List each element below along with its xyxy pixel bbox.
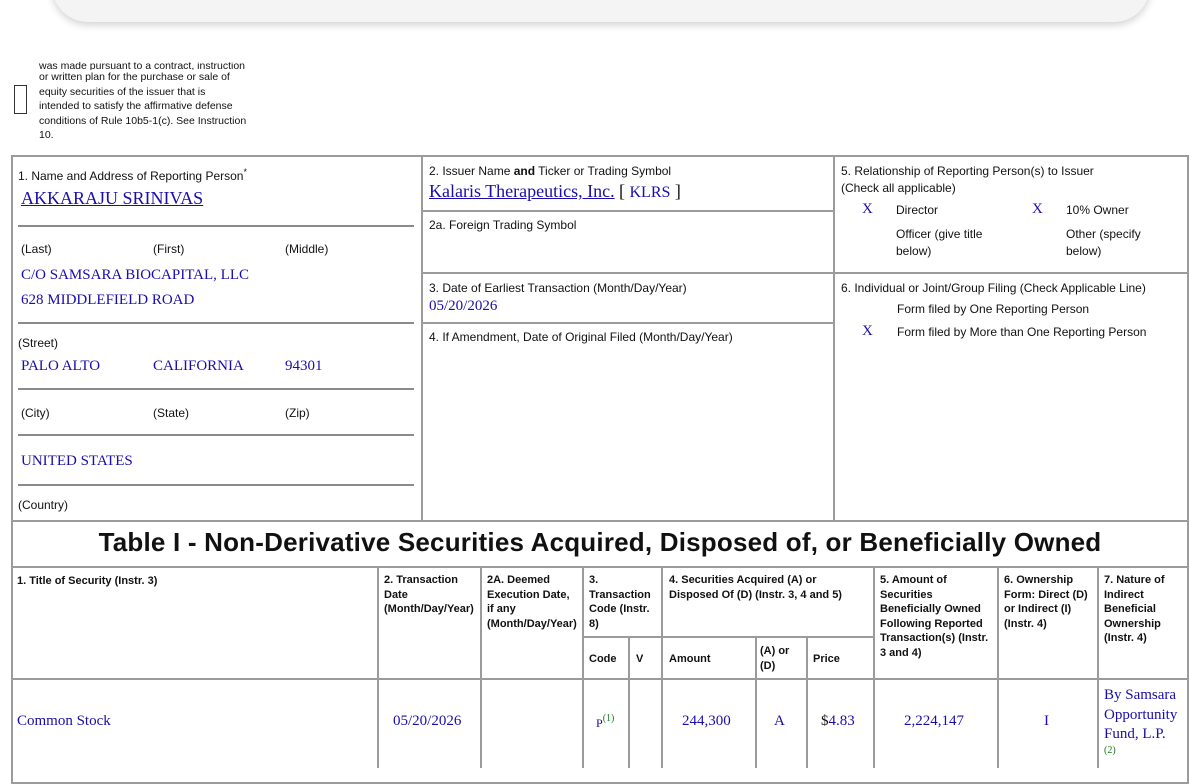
subcol-code: Code [589, 653, 617, 665]
middle-label: (Middle) [285, 242, 329, 256]
subcol-amount: Amount [669, 653, 711, 665]
director-label: Director [896, 203, 939, 217]
row-ownership-form: I [1044, 713, 1049, 729]
row-amount: 244,300 [682, 713, 731, 729]
box5-label [841, 163, 1094, 197]
divider [661, 568, 663, 768]
col-title-of-security: 1. Title of Security (Instr. 3) [17, 575, 158, 587]
nature-line: By Samsara [1104, 687, 1177, 703]
city-rule [18, 388, 414, 390]
header-line: Following Reported [880, 617, 983, 630]
divider [1097, 568, 1099, 768]
country-value: UNITED STATES [21, 453, 133, 469]
zip-label: (Zip) [285, 406, 310, 420]
box3-label: 3. Date of Earliest Transaction (Month/Day/Year) [429, 281, 687, 295]
header-line: Form: Direct (D) [1004, 588, 1088, 601]
officer-label [896, 226, 982, 260]
officer-line2: below) [896, 244, 932, 258]
nature-line: Fund, L.P. [1104, 726, 1166, 742]
divider [480, 568, 482, 768]
instruction-line: equity securities of the issuer that is [39, 85, 206, 98]
header-line: 7. Nature of [1104, 574, 1165, 586]
street-rule [18, 322, 414, 324]
header-line: 4. Securities Acquired (A) or [669, 574, 817, 586]
header-line: Indirect [1104, 588, 1144, 601]
bracket-open: [ [619, 181, 626, 201]
ten-percent-owner-label: 10% Owner [1066, 203, 1129, 217]
city-label: (City) [21, 406, 50, 420]
rule-10b5-1-instruction [39, 62, 269, 143]
other-line1: Other (specify [1066, 227, 1141, 241]
header-line: or Indirect (I) [1004, 603, 1072, 616]
earliest-transaction-date: 05/20/2026 [429, 298, 498, 314]
instruction-line: 10. [39, 129, 54, 142]
row-owned-following: 2,224,147 [904, 713, 964, 729]
last-label: (Last) [21, 242, 52, 256]
city-value: PALO ALTO [21, 358, 101, 374]
price-value: 4.83 [828, 713, 855, 729]
header-line: Transaction [589, 588, 651, 601]
header-line: 2. Transaction [384, 574, 458, 586]
box2a-label: 2a. Foreign Trading Symbol [429, 218, 577, 232]
divider [423, 322, 833, 324]
header-line: Date [384, 588, 408, 601]
divider [833, 157, 835, 520]
header-line: (Instr. 4) [1104, 632, 1147, 645]
header-line: Beneficial [1104, 603, 1156, 616]
price-currency-symbol: $ [821, 713, 829, 729]
owner-check-mark: X [1032, 201, 1043, 217]
row-transaction-date: 05/20/2026 [393, 713, 462, 729]
header-line: Beneficially Owned [880, 603, 981, 616]
reporting-person-link[interactable]: AKKARAJU SRINIVAS [21, 188, 204, 208]
subcol-price: Price [813, 653, 840, 665]
zip-value: 94301 [285, 358, 323, 374]
director-check-mark: X [862, 201, 873, 217]
issuer-link[interactable]: Kalaris Therapeutics, Inc. [429, 181, 615, 201]
row-price [821, 713, 855, 730]
box2-label-post: Ticker or Trading Symbol [535, 164, 672, 178]
address-line-1: C/O SAMSARA BIOCAPITAL, LLC [21, 267, 249, 283]
header-line: Transaction(s) (Instr. [880, 632, 989, 645]
group-filing-check-mark: X [862, 323, 873, 339]
subcol-a-or-d [760, 644, 789, 673]
divider [13, 566, 1187, 568]
header-line: 2A. Deemed [487, 574, 550, 586]
footnote-2[interactable]: (2) [1104, 744, 1116, 756]
box6-label: 6. Individual or Joint/Group Filing (Check Applicable Line) [841, 281, 1146, 295]
divider [377, 568, 379, 768]
row-a-or-d: A [774, 713, 785, 729]
header-line: 3. [589, 574, 599, 586]
instruction-line: conditions of Rule 10b5-1(c). See Instruction [39, 114, 247, 127]
row-nature-of-ownership [1104, 686, 1177, 757]
header-line: Code (Instr. [589, 603, 650, 616]
box2-label-pre: 2. Issuer Name [429, 164, 514, 178]
divider [582, 568, 584, 768]
header-line: 3 and 4) [880, 646, 922, 659]
divider [755, 638, 757, 768]
header-line: (Month/Day/Year) [487, 617, 577, 630]
group-filing-label: Form filed by More than One Reporting Person [897, 325, 1147, 339]
header-line: if any [487, 603, 516, 616]
other-label [1066, 226, 1141, 260]
other-line2: below) [1066, 244, 1102, 258]
divider [873, 568, 875, 768]
issuer-line [429, 181, 681, 202]
header-line: Securities [880, 588, 933, 601]
instruction-line: intended to satisfy the affirmative defense [39, 100, 233, 113]
divider [628, 638, 630, 768]
header-line: 8) [589, 617, 599, 630]
bracket-close: ] [674, 181, 681, 201]
one-person-filing: Form filed by One Reporting Person [897, 302, 1090, 316]
rule-10b5-1-checkbox[interactable] [14, 85, 27, 114]
first-label: (First) [153, 242, 185, 256]
divider [423, 272, 1187, 274]
zip-rule [18, 434, 414, 436]
table1-title: Table I - Non-Derivative Securities Acquired, Disposed of, or Beneficially Owned [98, 527, 1102, 557]
box5-label-line1: 5. Relationship of Reporting Person(s) to Issuer [841, 164, 1094, 178]
divider [806, 638, 808, 768]
header-line: (D) [760, 659, 776, 672]
address-line-2: 628 MIDDLEFIELD ROAD [21, 292, 195, 308]
divider [997, 568, 999, 768]
box4-label: 4. If Amendment, Date of Original Filed (Month/Day/Year) [429, 330, 733, 344]
footnote-1[interactable]: (1) [602, 713, 615, 724]
header-line: 6. Ownership [1004, 574, 1074, 586]
col-amount-owned [880, 573, 988, 661]
box2-label [429, 164, 671, 178]
header-line: 5. Amount of [880, 574, 947, 586]
divider [423, 210, 833, 212]
state-label: (State) [153, 406, 190, 420]
col-securities-acquired-disposed [669, 573, 842, 602]
row-transaction-code [596, 713, 614, 732]
instruction-line: or written plan for the purchase or sale of [39, 71, 230, 83]
box2-label-bold: and [513, 164, 536, 178]
divider [13, 678, 1187, 680]
header-line: (Instr. 4) [1004, 617, 1047, 630]
row-security-title: Common Stock [17, 713, 111, 729]
ticker-link[interactable]: KLRS [629, 184, 671, 201]
code-value: P [596, 716, 603, 730]
header-line: (Month/Day/Year) [384, 603, 474, 616]
subcol-v: V [636, 653, 644, 665]
instruction-line: was made pursuant to a contract, instruction [39, 62, 246, 70]
country-rule [18, 484, 414, 486]
nature-line: Opportunity [1104, 706, 1178, 723]
street-label: (Street) [18, 336, 59, 350]
state-value: CALIFORNIA [153, 358, 244, 374]
name-rule [18, 225, 414, 227]
col-deemed-execution-date [487, 573, 577, 631]
col-transaction-date [384, 573, 474, 617]
divider [584, 636, 873, 638]
footnote-mark: * [243, 167, 247, 177]
header-line: (A) or [760, 645, 790, 657]
browser-top-bar [52, 0, 1150, 22]
col-transaction-code [589, 573, 651, 631]
box5-label-line2: (Check all applicable) [841, 181, 956, 195]
box1-label-text: 1. Name and Address of Reporting Person [18, 169, 244, 183]
officer-line1: Officer (give title [896, 227, 983, 241]
header-line: Disposed Of (D) (Instr. 3, 4 and 5) [669, 588, 842, 601]
header-line: Ownership [1104, 617, 1161, 630]
header-line: Execution Date, [487, 588, 570, 601]
country-label: (Country) [18, 498, 69, 512]
col-ownership-form [1004, 573, 1088, 631]
col-nature-of-ownership [1104, 573, 1165, 646]
box1-label [18, 167, 247, 183]
